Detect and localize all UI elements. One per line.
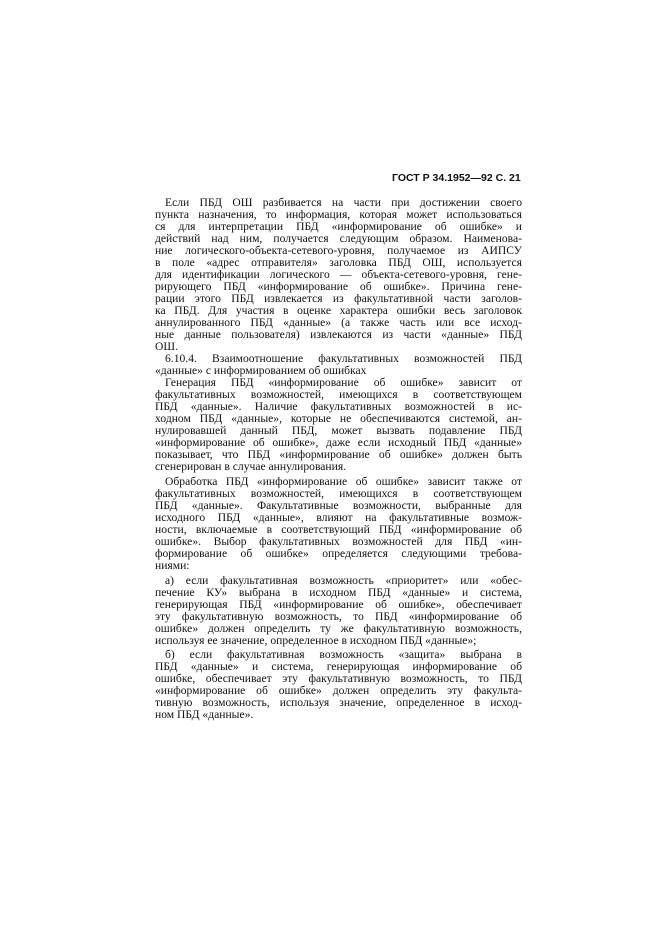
text-line: «данные» с информированием об ошибках bbox=[155, 364, 367, 377]
text-line: «информирование об ошибке» должен определить эту факульта- bbox=[155, 684, 522, 697]
paragraph-processing bbox=[155, 476, 522, 572]
text-line: ниями: bbox=[155, 559, 190, 572]
text-line: ошибке, обеспечивает эту факультативную возможность, то ПБД bbox=[155, 672, 522, 685]
text-line: действий над ним, получается следующим образом. Наименова- bbox=[155, 232, 522, 245]
text-line: ошибке». Выбор факультативных возможностей для ПБД «ин- bbox=[155, 535, 522, 548]
text-line: ходном ПБД «данные», которые не обеспечиваются системой, ан- bbox=[155, 412, 522, 425]
page-header-standard-number: ГОСТ Р 34.1952—92 С. 21 bbox=[392, 172, 521, 184]
text-line: генерирующая ПБД «информирование об ошибке», обеспечивает bbox=[155, 598, 522, 611]
text-line: Обработка ПБД «информирование об ошибке» зависит также от bbox=[165, 475, 522, 488]
text-line: исходного ПБД «данные», влияют на факультативные возмож- bbox=[155, 511, 522, 524]
text-line: эту факультативную возможность, то ПБД «информирование об bbox=[155, 610, 522, 623]
text-line: рации этого ПБД извлекается из факультативной части заголов- bbox=[155, 292, 522, 305]
text-line: тивную возможность, используя значение, определенное в исход- bbox=[155, 696, 522, 709]
text-line: факультативных возможностей, имеющихся в соответствующем bbox=[155, 487, 522, 500]
text-line: ошибке» должен определить ту же факультативную возможность, bbox=[155, 622, 522, 635]
text-line: печение КУ» выбрана в исходном ПБД «данные» и система, bbox=[155, 586, 522, 599]
text-line: используя ее значение, определенное в исходном ПБД «данные»; bbox=[155, 634, 477, 647]
text-line: ние логического-объекта-сетевого-уровня, получаемое из АИПСУ bbox=[155, 244, 522, 257]
text-line: «информирование об ошибке», даже если исходный ПБД «данные» bbox=[155, 436, 522, 449]
text-line: ности, включаемые в соответствующий ПБД «информирование об bbox=[155, 523, 522, 536]
text-line: ПБД «данные». Наличие факультативных возможностей в ис- bbox=[155, 400, 522, 413]
text-line: Генерация ПБД «информирование об ошибке» зависит от bbox=[165, 376, 522, 389]
text-line: Если ПБД ОШ разбивается на части при достижении своего bbox=[165, 196, 522, 209]
text-line: а) если факультативная возможность «приоритет» или «обес- bbox=[165, 574, 522, 587]
text-line: ПБД «данные». Факультативные возможности, выбранные для bbox=[155, 499, 522, 512]
list-item-a bbox=[155, 575, 522, 647]
list-item-b bbox=[155, 649, 522, 721]
text-line: нулировавшей данный ПБД, может вызвать подавление ПБД bbox=[155, 424, 522, 437]
document-body bbox=[155, 197, 522, 721]
text-line: б) если факультативная возможность «защита» выбрана в bbox=[165, 648, 522, 661]
text-line: аннулированного ПБД «данные» (а также часть или все исход- bbox=[155, 316, 522, 329]
text-line: пункта назначения, то информация, которая может использоваться bbox=[155, 208, 522, 221]
paragraph-generation bbox=[155, 377, 522, 473]
text-line: в поле «адрес отправителя» заголовка ПБД ОШ, используется bbox=[155, 256, 522, 269]
text-line: ном ПБД «данные». bbox=[155, 708, 254, 721]
text-line: формирование об ошибке» определяется следующими требова- bbox=[155, 547, 522, 560]
text-line: 6.10.4. Взаимоотношение факультативных возможностей ПБД bbox=[165, 352, 522, 365]
text-line: факультативных возможностей, имеющихся в соответствующем bbox=[155, 388, 522, 401]
text-line: сгенерирован в случае аннулирования. bbox=[155, 460, 347, 473]
section-heading-6-10-4 bbox=[155, 353, 522, 377]
text-line: ные данные пользователя) извлекаются из части «данные» ПБД bbox=[155, 328, 522, 341]
text-line: ся для интерпретации ПБД «информирование об ошибке» и bbox=[155, 220, 522, 233]
text-line: ка ПБД. Для участия в оценке характера ошибки весь заголовок bbox=[155, 304, 522, 317]
text-line: ОШ. bbox=[155, 340, 178, 353]
text-line: рирующего ПБД «информирование об ошибке». Причина гене- bbox=[155, 280, 522, 293]
text-line: ПБД «данные» и система, генерирующая информирование об bbox=[155, 660, 522, 673]
paragraph-error-pdu-split bbox=[155, 197, 522, 353]
text-line: для идентификации логического — объекта-сетевого-уровня, гене- bbox=[155, 268, 522, 281]
text-line: показывает, что ПБД «информирование об ошибке» должен быть bbox=[155, 448, 522, 461]
